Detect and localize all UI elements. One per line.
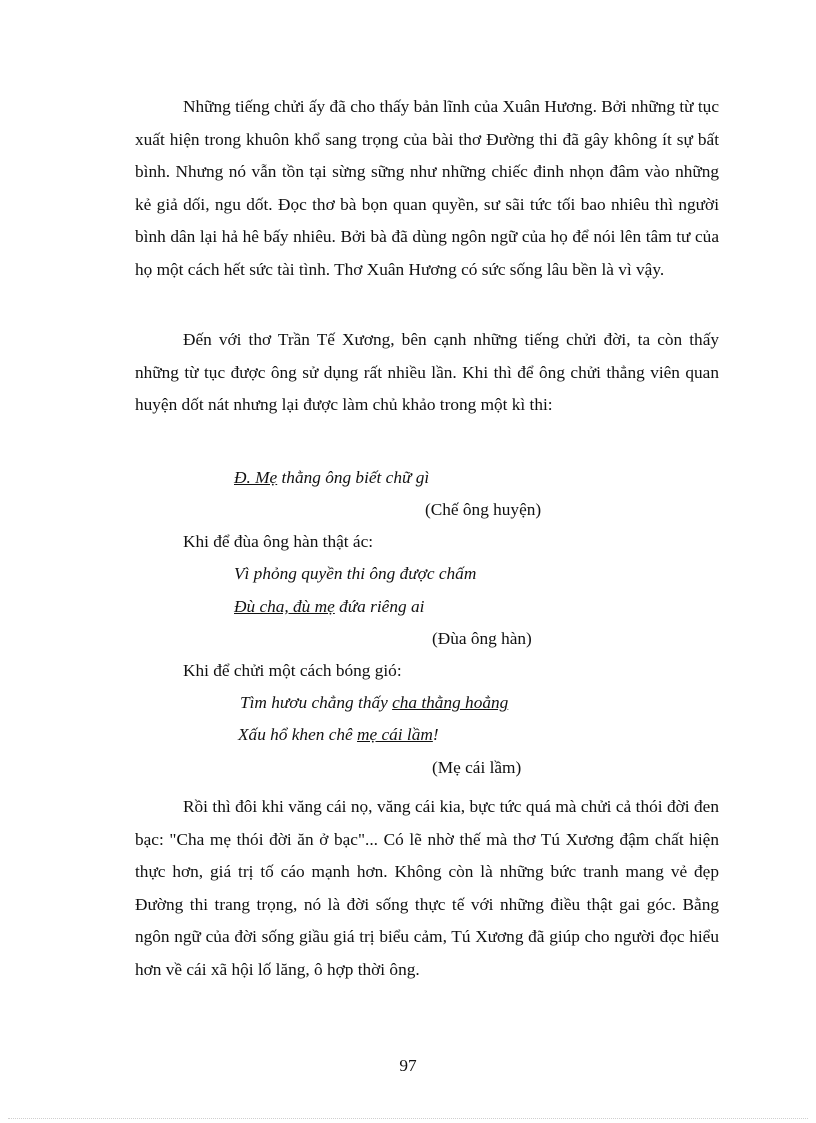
poem1-underlined: Đ. Mẹ bbox=[234, 468, 278, 487]
paragraph-tran-te-xuong bbox=[135, 324, 719, 422]
footer-divider bbox=[8, 1118, 808, 1119]
poem2-citation: (Đùa ông hàn) bbox=[432, 629, 532, 648]
paragraph-tu-xuong bbox=[135, 791, 719, 986]
paragraph-xuan-huong bbox=[135, 91, 719, 286]
poem2-line1: Vì phỏng quyền thi ông được chấm bbox=[234, 564, 477, 583]
intro-bong-gio: Khi để chửi một cách bóng gió: bbox=[183, 661, 402, 680]
paragraph-text: Rồi thì đôi khi văng cái nọ, văng cái kia, bực tức quá mà chửi cả thói đời đen bạc: "Cha mẹ thói đời ăn ở bạc"... Có lẽ nhờ thế mà thơ Tú Xương đậm chất hiện thực hơn, giá trị tố cáo mạnh hơn. Không còn là những bức tranh mang vẻ đẹp Đường thi trang trọng, nó là đời sống thực tế với những điều thật gai góc. Bằng ngôn ngữ của đời sống giầu giá trị biểu cảm, Tú Xương đã giúp cho người đọc hiểu hơn về cái xã hội lố lăng, ô hợp thời ông. bbox=[135, 797, 719, 979]
intro-dua-ong-han: Khi để đùa ông hàn thật ác: bbox=[183, 532, 374, 551]
poem2-line2-rest: đứa riêng ai bbox=[334, 597, 425, 616]
poem3-line2-underlined: mẹ cái lầm bbox=[357, 725, 433, 744]
poem1-rest: thằng ông biết chữ gì bbox=[277, 468, 430, 487]
poem3-line2-end: ! bbox=[432, 725, 439, 744]
poem1-line bbox=[234, 468, 429, 488]
poem3-line1-start: Tìm hươu chẳng thấy bbox=[240, 693, 393, 712]
poem3-line1 bbox=[240, 693, 508, 713]
poem2-line2 bbox=[234, 597, 424, 617]
poem2-line2-underlined: Đù cha, đù mẹ bbox=[234, 597, 335, 616]
poem3-line2-start: Xấu hổ khen chê bbox=[238, 725, 358, 744]
poem1-citation: (Chế ông huyện) bbox=[425, 500, 542, 519]
paragraph-text: Đến với thơ Trần Tế Xương, bên cạnh những tiếng chửi đời, ta còn thấy những từ tục được ông sử dụng rất nhiều lần. Khi thì để ông chửi thẳng viên quan huyện dốt nát nhưng lại được làm chủ khảo trong một kì thi: bbox=[135, 330, 719, 414]
poem3-line1-underlined: cha thằng hoẳng bbox=[392, 693, 509, 712]
poem3-line2 bbox=[238, 725, 439, 745]
poem3-citation: (Mẹ cái lầm) bbox=[432, 758, 522, 777]
paragraph-text: Những tiếng chửi ấy đã cho thấy bản lĩnh của Xuân Hương. Bởi những từ tục xuất hiện trong khuôn khổ sang trọng của bài thơ Đường thi đã gây không ít sự bất bình. Nhưng nó vẫn tồn tại sừng sững như những chiếc đinh nhọn đâm vào những kẻ giả dối, ngu dốt. Đọc thơ bà bọn quan quyền, sư sãi tức tối bao nhiêu thì người bình dân lại hả hê bấy nhiêu. Bởi bà đã dùng ngôn ngữ của họ để nói lên tâm tư của họ một cách hết sức tài tình. Thơ Xuân Hương có sức sống lâu bền là vì vậy. bbox=[135, 97, 719, 279]
page-number: 97 bbox=[399, 1056, 417, 1075]
